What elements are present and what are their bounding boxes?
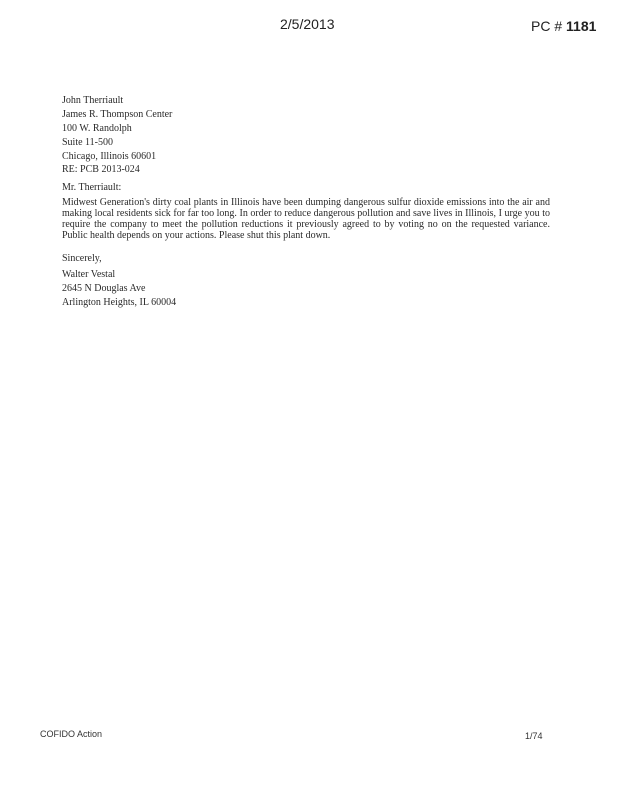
recipient-line-3: 100 W. Randolph: [62, 123, 132, 134]
header-pc-number: [531, 18, 596, 34]
pc-number: 1181: [566, 18, 597, 34]
signer-address-2: Arlington Heights, IL 60004: [62, 297, 177, 308]
recipient-name: John Therriault: [62, 95, 124, 106]
header-date: 2/5/2013: [280, 16, 335, 32]
signer-name: Walter Vestal: [62, 269, 116, 280]
recipient-line-2: James R. Thompson Center: [62, 109, 173, 120]
signature-block: [62, 268, 176, 310]
footer-page-number: 1/74: [525, 731, 543, 741]
pc-prefix: PC #: [531, 18, 567, 34]
recipient-line-4: Suite 11-500: [62, 137, 114, 148]
closing: Sincerely,: [62, 253, 102, 264]
signer-address-1: 2645 N Douglas Ave: [62, 283, 146, 294]
footer-left: COFIDO Action: [40, 729, 103, 739]
recipient-line-5: Chicago, Illinois 60601: [62, 151, 157, 162]
recipient-address: [62, 94, 172, 164]
re-line: RE: PCB 2013-024: [62, 164, 140, 175]
salutation: Mr. Therriault:: [62, 182, 122, 193]
letter-body: Midwest Generation's dirty coal plants in Illinois have been dumping dangerous sulfur dioxide emissions into the air and making local residents sick for far too long. In order to reduce dangerous pollution and save lives in Illinois, I urge you to require the company to meet the pollution reductions it previously agreed to by voting no on the requested variance. Public health depends on your actions. Please shut this plant down.: [62, 197, 550, 241]
